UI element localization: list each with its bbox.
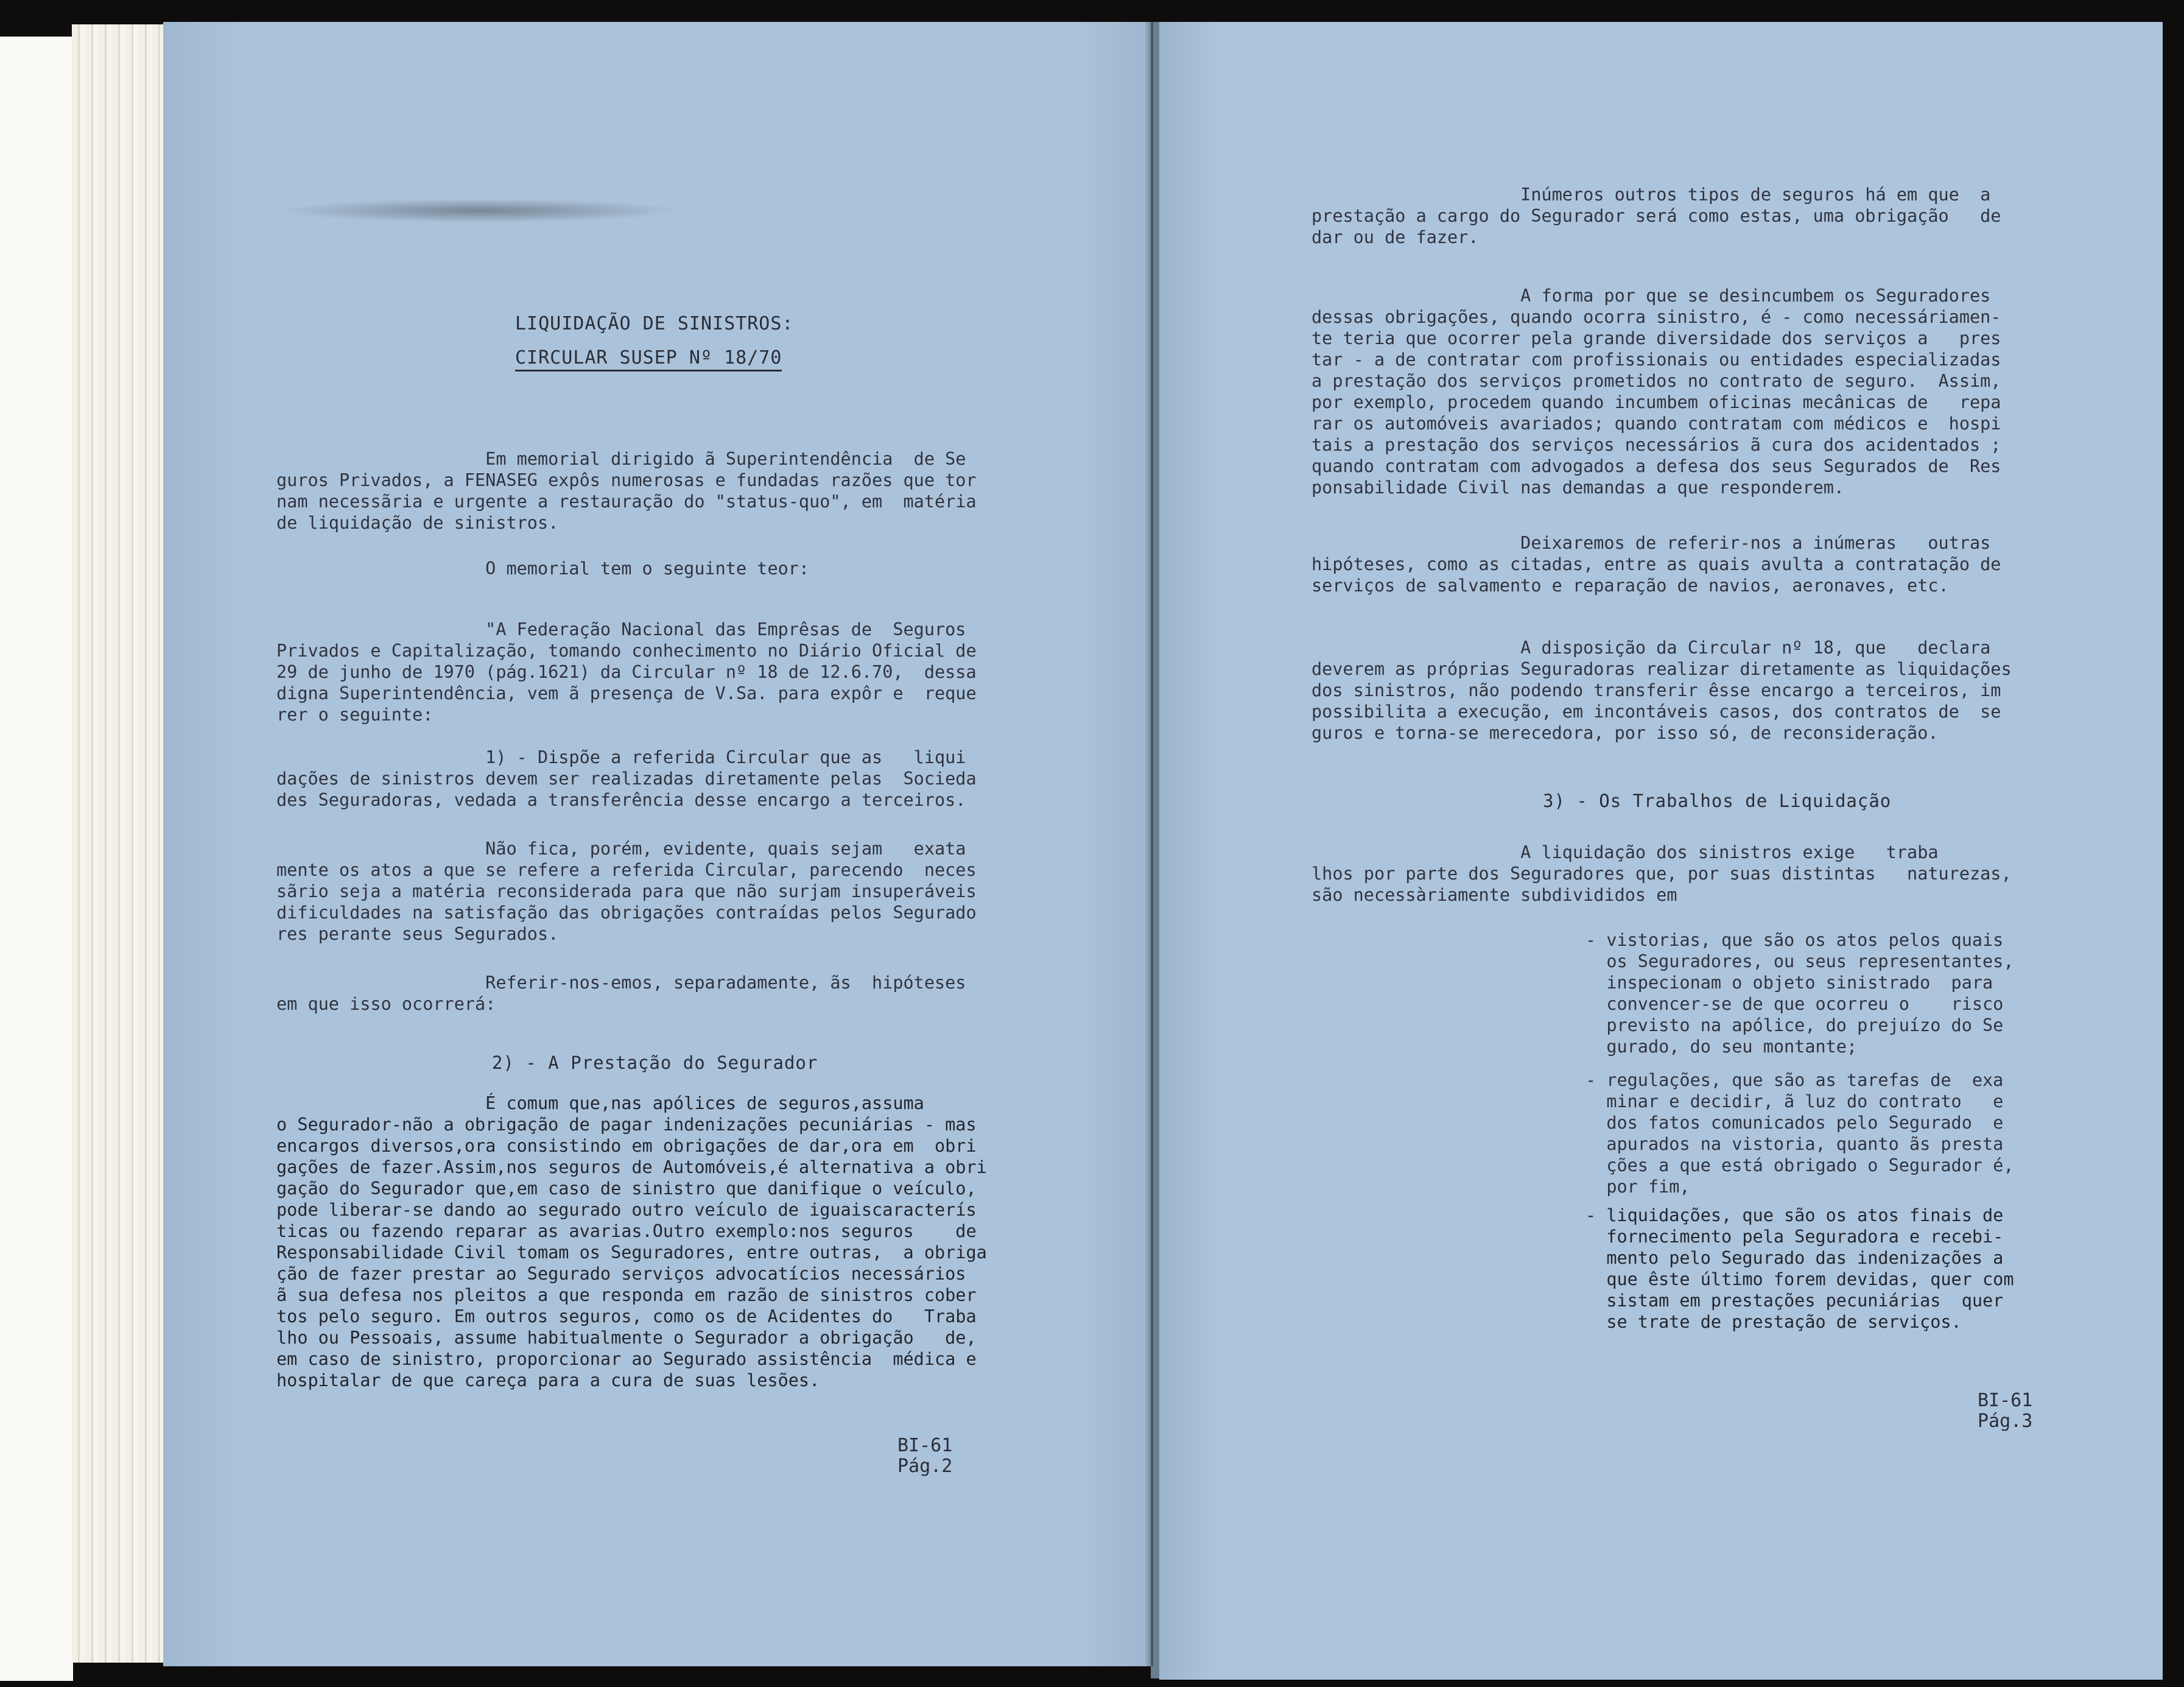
left-paragraph-1: Em memorial dirigido ã Superintendência de Se guros Privados, a FENASEG expôs numerosas e fundadas razões que tor nam necessãria e urgente a restauração do "status-quo", em matéria de liquidação de sinistros. [276,449,977,533]
right-page [1159,22,2163,1680]
left-page [163,22,1156,1666]
right-paragraph-5: A liquidação dos sinistros exige traba lhos por parte dos Seguradores que, por suas distintas naturezas, são necessàriamente subdivididos em [1311,842,2012,905]
right-section-heading: 3) - Os Trabalhos de Liquidação [1543,791,1892,811]
left-paragraph-7: É comum que,nas apólices de seguros,assuma o Segurador-não a obrigação de pagar indenizações pecuniárias - mas encargos diversos,ora consistindo em obrigações de dar,ora em obri gações de fazer.Assim,nos seguros de Automóveis,é alternativa a obri gação do Segurador que,em caso de sinistro que danifique o veículo, pode liberar-se dando ao segurado outro veículo de iguaiscaracterís ticas ou fazendo reparar as avarias.Outro exemplo:nos seguros de Responsabilidade Civil tomam os Seguradores, entre outras, a obriga ção de fazer prestar ao Segurado serviços advocatícios necessários ã sua defesa nos pleitos a que responda em razão de sinistros cober tos pelo seguro. Em outros seguros, como os de Acidentes do Traba lho ou Pessoais, assume habitualmente o Segurador a obrigação de, em caso de sinistro, proporcionar ao Segurado assistência médica e hospitalar de que careça para a cura de suas lesões. [276,1093,987,1390]
page-edges [72,24,163,1663]
list-item-regulacoes: - regulações, que são as tarefas de exa minar e decidir, ã luz do contrato e dos fatos comunicados pelo Segurado e apurados na vistoria, quanto ãs presta ções a que está obrigado o Segurador é, por fim, [1585,1070,2014,1197]
right-page-number: Pág.3 [1978,1411,2033,1432]
gutter-shadow [1145,22,1153,1666]
left-paragraph-5: Não fica, porém, evidente, quais sejam exata mente os atos a que se refere a referida Circular, parecendo neces sãrio seja a matéria reconsiderada para que não surjam insuperáveis dificuldades na satisfação das obrigações contraídas pelos Segurado res perante seus Segurados. [276,839,977,944]
list-item-liquidacoes: - liquidações, que são os atos finais de fornecimento pela Seguradora e recebi- mento pelo Segurado das indenizações a que êste último forem devidas, quer com sistam em prestações pecuniárias quer se trate de prestação de serviços. [1585,1205,2014,1332]
binding-strip [0,37,73,1681]
right-paragraph-1: Inúmeros outros tipos de seguros há em que a prestação a cargo do Segurador será como estas, uma obrigação de dar ou de fazer. [1311,185,2001,247]
right-paragraph-3: Deixaremos de referir-nos a inúmeras outras hipóteses, como as citadas, entre as quais avulta a contratação de serviços de salvamento e reparação de navios, aeronaves, etc. [1311,533,2001,596]
left-page-number: Pág.2 [897,1456,953,1477]
title-line-1: LIQUIDAÇÃO DE SINISTROS: [515,313,794,334]
title-line-2: CIRCULAR SUSEP Nº 18/70 [515,347,782,372]
right-paragraph-2: A forma por que se desincumbem os Seguradores dessas obrigações, quando ocorra sinistro, é - como necessáriamen- te teria que ocorrer pela grande diversidade dos serviços a pres tar - a de contratar com profissionais ou entidades especializadas a prestação dos serviços prometidos no contrato de seguro. Assim, por exemplo, procedem quando incumbem oficinas mecânicas de repa rar os automóveis avariados; quando contratam com médicos e hospi tais a prestação dos serviços necessários ã cura dos acidentados ; quando contratam com advogados a defesa dos seus Segurados de Res ponsabilidade Civil nas demandas a que responderem. [1311,286,2001,498]
left-paragraph-6: Referir-nos-emos, separadamente, ãs hipóteses em que isso ocorrerá: [276,973,966,1014]
right-paragraph-4: A disposição da Circular nº 18, que declara deverem as próprias Seguradoras realizar diretamente as liquidações dos sinistros, não podendo transferir êsse encargo a terceiros, im possibilita a execução, em incontáveis casos, dos contratos de se guros e torna-se merecedora, por isso só, de reconsideração. [1311,638,2012,743]
left-section-heading: 2) - A Prestação do Segurador [492,1052,818,1073]
right-page-id: BI-61 [1978,1390,2033,1411]
left-paragraph-4: 1) - Dispõe a referida Circular que as liqui dações de sinistros devem ser realizadas diretamente pelas Socieda des Seguradoras, vedada a transferência desse encargo a terceiros. [276,747,977,810]
ink-smudge [279,199,681,223]
left-page-id: BI-61 [897,1435,953,1456]
left-paragraph-2: O memorial tem o seguinte teor: [276,558,810,579]
list-item-vistorias: - vistorias, que são os atos pelos quais os Seguradores, ou seus representantes, inspecionam o objeto sinistrado para convencer-se de que ocorreu o risco previsto na apólice, do prejuízo do Se gurado, do seu montante; [1585,930,2014,1057]
left-paragraph-3: "A Federação Nacional das Emprêsas de Seguros Privados e Capitalização, tomando conhecimento no Diário Oficial de 29 de junho de 1970 (pág.1621) da Circular nº 18 de 12.6.70, dessa digna Superintendência, vem ã presença de V.Sa. para expôr e reque rer o seguinte: [276,619,977,725]
